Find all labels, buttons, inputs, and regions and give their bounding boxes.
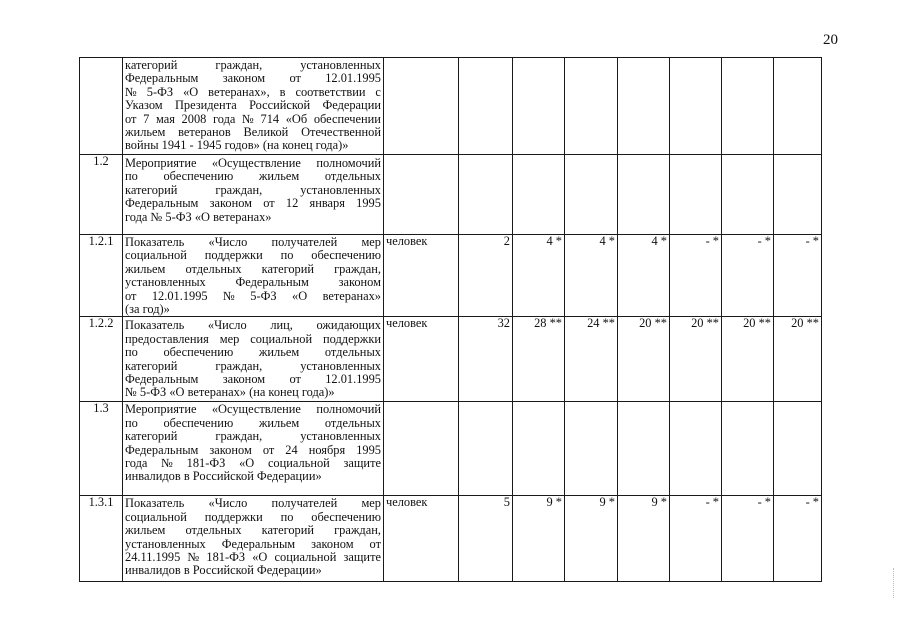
value-cell [774,58,822,155]
word: установленных [125,275,206,290]
value-cell: 20 ** [774,317,822,402]
word: жильем [125,125,166,140]
description-line [125,157,381,170]
description-line [125,538,381,551]
value-cell: 4 * [565,235,618,317]
word: жильем [258,415,300,430]
unit-cell: человек [384,496,459,582]
word: ветеранов [178,125,231,140]
description-line [125,276,381,289]
value-cell [618,58,670,155]
word: получателей [271,235,338,249]
word: от [289,71,301,86]
row-description [123,235,384,317]
value-cell: - * [670,496,722,582]
word: ожидающих [316,318,381,333]
word: «О [292,288,308,303]
word: № [242,111,254,126]
word: 5-ФЗ [250,288,277,303]
word: соответствии [295,84,366,99]
word: «Осуществление [211,156,301,170]
description-line [125,184,381,197]
word: 24 [285,442,298,457]
row-number: 1.3 [80,402,123,496]
word: категорий [261,261,314,276]
word: 24.11.1995 [125,550,181,565]
word: Великой [243,125,289,140]
word: Федерации [322,98,381,113]
word: граждан, [215,58,263,72]
value-cell [670,402,722,496]
description-line [125,249,381,262]
word: категорий [125,182,178,197]
word: установленных [300,358,381,373]
description-line [125,333,381,346]
description-line [125,170,381,183]
value-cell: 9 * [565,496,618,582]
value-cell: 5 [459,496,513,582]
word: Показатель [125,235,185,249]
description-line [125,497,381,510]
word: по [125,345,138,360]
value-cell: - * [722,496,774,582]
word: 181-ФЗ [206,550,246,565]
word: отдельных [185,523,242,538]
unit-cell [384,402,459,496]
word: ветеранах», [208,84,270,99]
word: ноября [308,442,346,457]
word: законом [209,442,252,457]
word: № [125,84,137,99]
word: Федеральным [125,196,199,211]
value-cell [459,402,513,496]
row-description [123,58,384,155]
word: поддержки [204,248,263,263]
word: года [212,111,236,126]
value-cell: 28 ** [513,317,565,402]
value-cell: 20 ** [670,317,722,402]
word: мая [155,111,175,126]
value-cell: 24 ** [565,317,618,402]
value-cell [459,155,513,235]
word: граждан, [215,429,263,444]
word: Мероприятие [125,402,197,417]
word: 1995 [356,442,381,457]
word: 5-ФЗ [146,84,174,99]
word: 12.01.1995 [325,71,381,86]
row-description [123,402,384,496]
word: от [369,536,381,551]
word: 714 [260,111,280,126]
value-cell: 9 * [618,496,670,582]
value-cell [670,58,722,155]
value-cell: 20 ** [618,317,670,402]
word: категорий [125,429,178,444]
description-line [125,263,381,276]
unit-cell [384,155,459,235]
unit-cell: человек [384,235,459,317]
word: «Осуществление [211,402,301,417]
table-row [80,155,822,235]
value-cell [513,155,565,235]
word: «О [183,84,199,99]
description-line [125,524,381,537]
description-line [125,113,381,126]
word: обеспечению [163,415,234,430]
word: Российской [249,98,311,113]
word: обеспечению [311,248,381,263]
description-line [125,444,381,457]
word: предоставления [125,331,209,346]
description-line [125,86,381,99]
word: мер [361,235,381,249]
unit-cell [384,58,459,155]
description-line [125,403,381,416]
word: Отечественной [301,125,381,140]
word: «Число [208,235,248,249]
word: граждан, [215,358,263,373]
word: обеспечению [163,345,234,360]
description-line: № 5-ФЗ «О ветеранах» (на конец года)» [125,385,335,400]
value-cell [459,58,513,155]
word: «Об [285,111,308,126]
description-line: войны 1941 - 1945 годов» (на конец года)» [125,138,349,153]
description-line: года № 5-ФЗ «О ветеранах» [125,209,272,224]
word: установленных [125,536,206,551]
word: граждан, [334,523,381,538]
description-line [125,236,381,249]
value-cell: 4 * [513,235,565,317]
word: законом [209,196,253,211]
value-cell: 9 * [513,496,565,582]
description-line [125,59,381,72]
word: обеспечению [163,169,234,184]
word: 1995 [356,196,381,211]
word: 2008 [181,111,207,126]
description-line [125,99,381,112]
word: граждан, [334,261,381,276]
word: с [375,84,381,99]
word: 12.01.1995 [151,288,208,303]
value-cell [670,155,722,235]
word: защите [343,456,381,471]
word: установленных [300,58,381,72]
table-row [80,317,822,402]
word: 12 [285,196,299,211]
word: отдельных [185,261,242,276]
word: 181-ФЗ [186,456,226,471]
word: по [280,248,294,263]
description-line [125,319,381,332]
value-cell: - * [774,235,822,317]
value-cell [774,155,822,235]
word: «Число [208,496,248,511]
word: Федеральным [221,536,296,551]
value-cell [618,155,670,235]
word: социальной [267,456,330,471]
word: от [125,288,137,303]
word: ветеранах» [322,288,381,303]
word: категорий [261,523,314,538]
description-line [125,551,381,564]
row-description [123,155,384,235]
word: года [125,456,148,471]
table-body [80,58,822,582]
word: по [125,169,138,184]
word: «О [239,456,255,471]
value-cell: - * [670,235,722,317]
indicators-table [79,57,822,582]
word: № [187,550,200,565]
word: «Число [207,318,247,333]
value-cell: - * [774,496,822,582]
word: января [309,196,345,211]
word: Федеральным [235,275,309,290]
description-line [125,126,381,139]
word: мер [361,496,381,511]
row-number: 1.2.1 [80,235,123,317]
value-cell [513,402,565,496]
word: установленных [300,429,381,444]
word: № [223,288,235,303]
word: социальной [250,331,313,346]
word: граждан, [215,182,263,197]
word: отдельных [324,415,381,430]
description-line [125,457,381,470]
word: законом [311,536,354,551]
table-row [80,496,822,582]
row-number: 1.2 [80,155,123,235]
row-description [123,317,384,402]
value-cell [722,58,774,155]
word: лиц, [270,318,293,333]
value-cell [774,402,822,496]
word: поддержки [204,509,263,524]
row-number: 1.3.1 [80,496,123,582]
word: установленных [300,182,381,197]
word: Мероприятие [125,156,197,170]
word: по [125,415,138,430]
word: Федеральным [125,71,199,86]
word: жильем [258,169,300,184]
word: законом [222,71,266,86]
description-line: (за год)» [125,302,170,317]
value-cell: 32 [459,317,513,402]
word: отдельных [324,169,381,184]
word: категорий [125,58,178,72]
description-line [125,290,381,303]
word: от [262,442,275,457]
word: социальной [125,509,187,524]
word: полномочий [316,402,381,417]
value-cell [565,58,618,155]
table-row [80,402,822,496]
word: категорий [125,358,178,373]
description-line [125,72,381,85]
description-line: инвалидов в Российской Федерации» [125,563,322,578]
description-line [125,511,381,524]
value-cell: 20 ** [722,317,774,402]
description-line [125,197,381,210]
unit-cell: человек [384,317,459,402]
word: Федеральным [125,372,199,387]
word: 7 [143,111,150,126]
value-cell [513,58,565,155]
word: социальной [274,550,337,565]
description-line [125,360,381,373]
value-cell: 2 [459,235,513,317]
word: социальной [125,248,187,263]
margin-mark [893,568,900,598]
row-description [123,496,384,582]
word: получателей [271,496,338,511]
description-line [125,430,381,443]
word: жильем [258,345,300,360]
word: защите [343,550,381,565]
word: от [125,111,137,126]
word: 12.01.1995 [325,372,381,387]
description-line [125,417,381,430]
word: от [263,196,275,211]
description-line: инвалидов в Российской Федерации» [125,469,322,484]
word: по [280,509,294,524]
word: жильем [125,261,166,276]
word: жильем [125,523,166,538]
description-line [125,346,381,359]
word: полномочий [316,156,381,170]
value-cell: - * [722,235,774,317]
word: Показатель [125,496,185,511]
word: поддержки [323,331,381,346]
word: № [161,456,173,471]
word: законом [338,275,381,290]
word: Федеральным [125,442,199,457]
value-cell [565,402,618,496]
word: в [279,84,286,99]
table-row [80,235,822,317]
word: мер [219,331,240,346]
word: обеспечению [311,509,381,524]
page-number: 20 [823,32,838,48]
table-row [80,58,822,155]
row-number [80,58,123,155]
value-cell [722,155,774,235]
word: Президента [174,98,237,113]
value-cell [565,155,618,235]
value-cell: 4 * [618,235,670,317]
value-cell [618,402,670,496]
word: Показатель [125,318,185,333]
word: законом [222,372,266,387]
value-cell [722,402,774,496]
row-number: 1.2.2 [80,317,123,402]
word: обеспечении [313,111,381,126]
word: отдельных [324,345,381,360]
word: «О [252,550,268,565]
word: от [289,372,301,387]
word: Указом [125,98,163,113]
description-line [125,373,381,386]
